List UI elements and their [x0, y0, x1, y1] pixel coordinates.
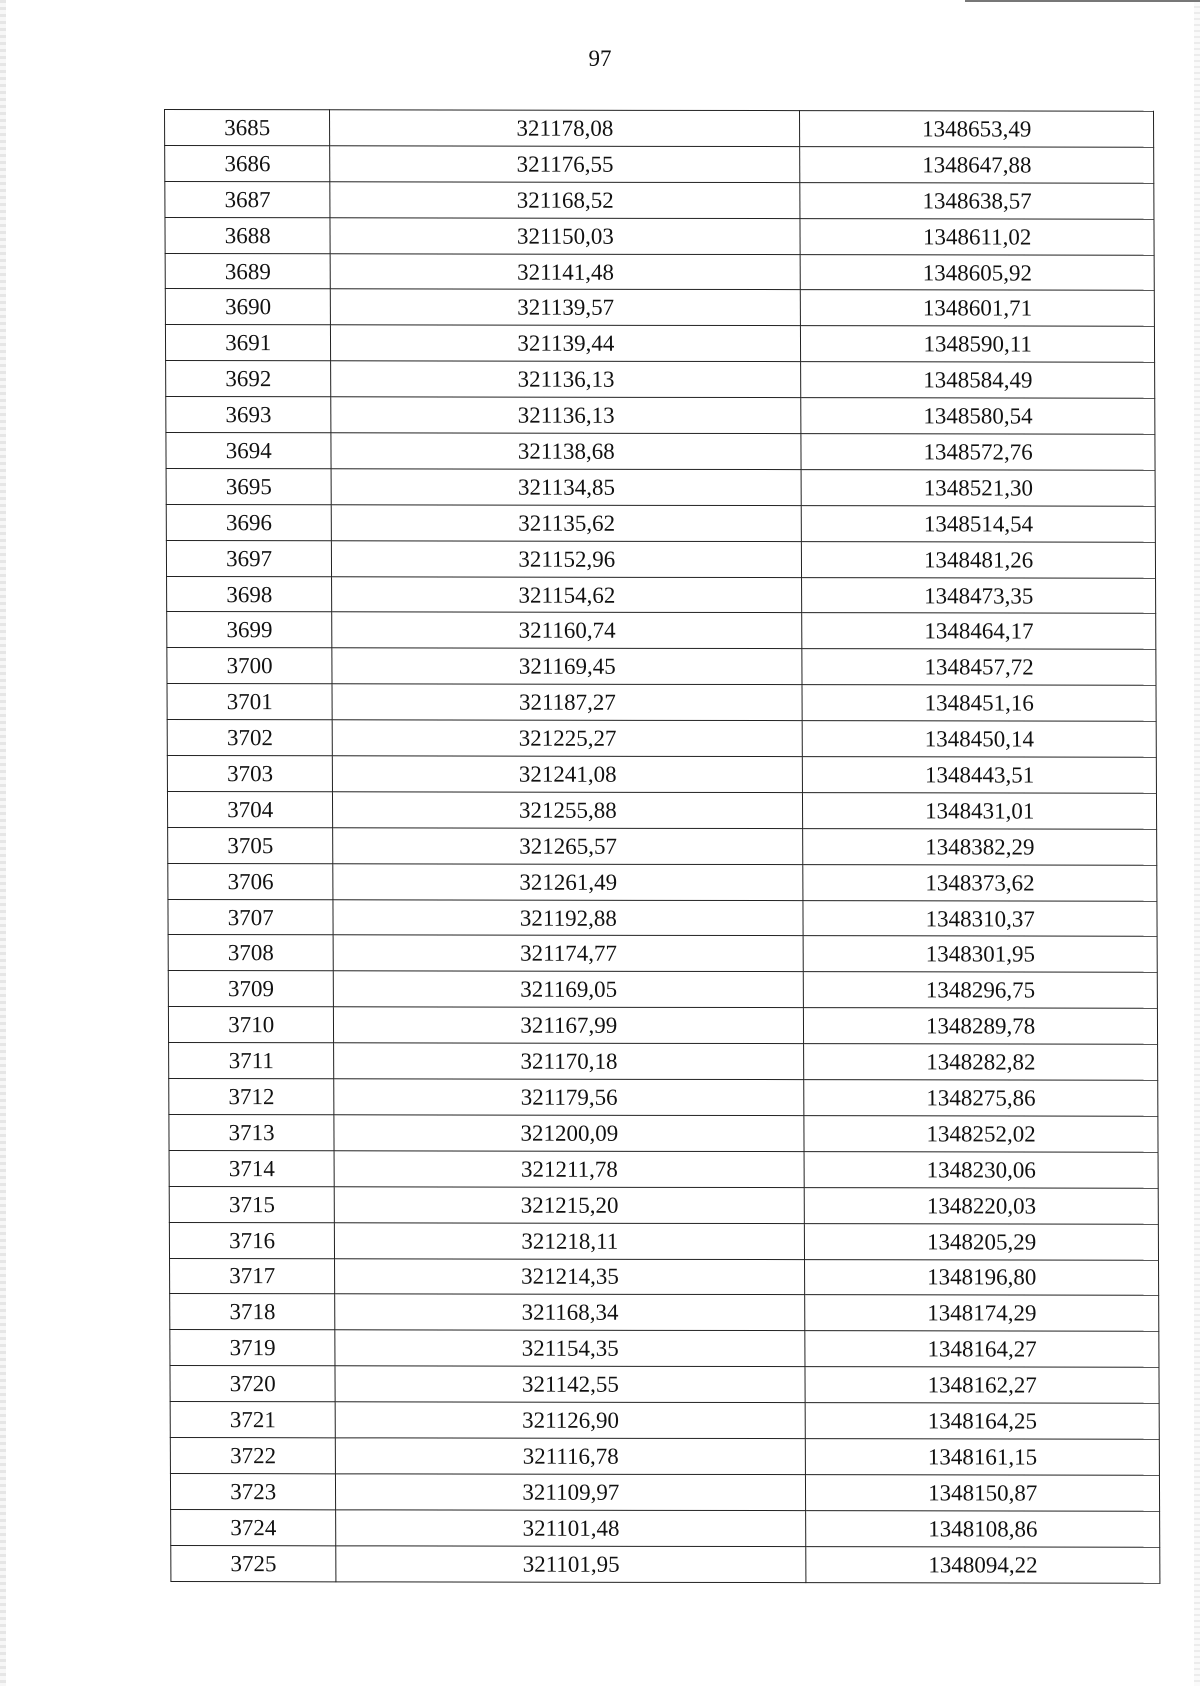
table-row — [165, 325, 1154, 363]
x-coordinate-cell: 321142,55 — [335, 1366, 805, 1403]
point-number-cell: 3721 — [170, 1402, 335, 1438]
point-number-cell: 3716 — [169, 1222, 334, 1258]
point-number-cell: 3708 — [168, 935, 333, 971]
point-number-cell: 3714 — [169, 1150, 334, 1186]
x-coordinate-cell: 321214,35 — [335, 1258, 805, 1295]
table-row — [167, 576, 1156, 614]
x-coordinate-cell: 321176,55 — [330, 146, 800, 183]
y-coordinate-cell: 1348605,92 — [800, 254, 1154, 291]
table-row — [170, 1330, 1159, 1368]
table-row — [169, 1079, 1158, 1117]
point-number-cell: 3699 — [167, 612, 332, 648]
coordinates-table-body — [165, 110, 1160, 1583]
y-coordinate-cell: 1348584,49 — [801, 362, 1155, 399]
point-number-cell: 3700 — [167, 648, 332, 684]
x-coordinate-cell: 321215,20 — [335, 1187, 805, 1224]
y-coordinate-cell: 1348521,30 — [801, 470, 1155, 507]
x-coordinate-cell: 321255,88 — [333, 792, 803, 829]
x-coordinate-cell: 321139,44 — [331, 325, 801, 362]
table-row — [170, 1294, 1159, 1332]
x-coordinate-cell: 321134,85 — [331, 469, 801, 506]
y-coordinate-cell: 1348205,29 — [805, 1223, 1159, 1260]
point-number-cell: 3685 — [165, 110, 330, 146]
x-coordinate-cell: 321179,56 — [334, 1079, 804, 1116]
point-number-cell: 3709 — [168, 971, 333, 1007]
x-coordinate-cell: 321126,90 — [335, 1402, 805, 1439]
table-row — [168, 899, 1157, 937]
table-row — [169, 1043, 1158, 1081]
y-coordinate-cell: 1348611,02 — [800, 218, 1154, 255]
table-row — [166, 540, 1155, 578]
x-coordinate-cell: 321141,48 — [330, 253, 800, 290]
table-row — [165, 217, 1154, 255]
scan-edge-left — [0, 0, 6, 1686]
x-coordinate-cell: 321152,96 — [332, 540, 802, 577]
y-coordinate-cell: 1348150,87 — [806, 1474, 1160, 1511]
y-coordinate-cell: 1348457,72 — [802, 649, 1156, 686]
point-number-cell: 3706 — [168, 863, 333, 899]
x-coordinate-cell: 321192,88 — [333, 899, 803, 936]
x-coordinate-cell: 321241,08 — [333, 756, 803, 793]
y-coordinate-cell: 1348450,14 — [802, 721, 1156, 758]
y-coordinate-cell: 1348572,76 — [801, 434, 1155, 471]
point-number-cell: 3724 — [171, 1509, 336, 1545]
page-number: 97 — [588, 46, 612, 71]
x-coordinate-cell: 321265,57 — [333, 828, 803, 865]
y-coordinate-cell: 1348289,78 — [804, 1008, 1158, 1045]
table-row — [169, 1114, 1158, 1152]
x-coordinate-cell: 321138,68 — [331, 433, 801, 470]
point-number-cell: 3698 — [167, 576, 332, 612]
table-row — [168, 935, 1157, 973]
top-rule — [965, 0, 1200, 2]
y-coordinate-cell: 1348282,82 — [804, 1044, 1158, 1081]
table-row — [167, 720, 1156, 758]
x-coordinate-cell: 321109,97 — [336, 1474, 806, 1511]
y-coordinate-cell: 1348464,17 — [802, 613, 1156, 650]
y-coordinate-cell: 1348373,62 — [803, 864, 1157, 901]
y-coordinate-cell: 1348382,29 — [803, 828, 1157, 865]
point-number-cell: 3710 — [168, 1007, 333, 1043]
table-row — [169, 1186, 1158, 1224]
point-number-cell: 3705 — [168, 827, 333, 863]
table-row — [170, 1437, 1159, 1475]
y-coordinate-cell: 1348601,71 — [801, 290, 1155, 327]
y-coordinate-cell: 1348162,27 — [805, 1367, 1159, 1404]
y-coordinate-cell: 1348431,01 — [803, 793, 1157, 830]
x-coordinate-cell: 321139,57 — [331, 289, 801, 326]
table-row — [171, 1509, 1160, 1547]
point-number-cell: 3704 — [167, 791, 332, 827]
point-number-cell: 3712 — [169, 1079, 334, 1115]
y-coordinate-cell: 1348481,26 — [802, 541, 1156, 578]
table-row — [168, 1007, 1157, 1045]
table-row — [166, 433, 1155, 471]
y-coordinate-cell: 1348473,35 — [802, 577, 1156, 614]
y-coordinate-cell: 1348161,15 — [806, 1439, 1160, 1476]
y-coordinate-cell: 1348590,11 — [801, 326, 1155, 363]
y-coordinate-cell: 1348580,54 — [801, 398, 1155, 435]
y-coordinate-cell: 1348164,27 — [805, 1331, 1159, 1368]
table-row — [167, 648, 1156, 686]
point-number-cell: 3715 — [169, 1186, 334, 1222]
x-coordinate-cell: 321169,05 — [334, 971, 804, 1008]
x-coordinate-cell: 321135,62 — [332, 505, 802, 542]
y-coordinate-cell: 1348196,80 — [805, 1259, 1159, 1296]
x-coordinate-cell: 321136,13 — [331, 361, 801, 398]
point-number-cell: 3696 — [166, 504, 331, 540]
y-coordinate-cell: 1348174,29 — [805, 1295, 1159, 1332]
table-row — [166, 504, 1155, 542]
x-coordinate-cell: 321174,77 — [333, 935, 803, 972]
table-row — [169, 1222, 1158, 1260]
table-row — [165, 289, 1154, 327]
point-number-cell: 3688 — [165, 217, 330, 253]
point-number-cell: 3686 — [165, 145, 330, 181]
point-number-cell: 3719 — [170, 1330, 335, 1366]
table-row — [166, 468, 1155, 506]
point-number-cell: 3690 — [165, 289, 330, 325]
table-row — [170, 1366, 1159, 1404]
x-coordinate-cell: 321168,34 — [335, 1294, 805, 1331]
table-row — [167, 791, 1156, 829]
y-coordinate-cell: 1348451,16 — [802, 685, 1156, 722]
y-coordinate-cell: 1348296,75 — [804, 972, 1158, 1009]
x-coordinate-cell: 321211,78 — [334, 1151, 804, 1188]
table-row — [168, 827, 1157, 865]
y-coordinate-cell: 1348094,22 — [806, 1546, 1160, 1583]
x-coordinate-cell: 321116,78 — [336, 1438, 806, 1475]
x-coordinate-cell: 321167,99 — [334, 1007, 804, 1044]
y-coordinate-cell: 1348310,37 — [803, 900, 1157, 937]
table-row — [168, 863, 1157, 901]
y-coordinate-cell: 1348301,95 — [803, 936, 1157, 973]
table-row — [167, 684, 1156, 722]
y-coordinate-cell: 1348220,03 — [805, 1187, 1159, 1224]
y-coordinate-cell: 1348638,57 — [800, 182, 1154, 219]
x-coordinate-cell: 321261,49 — [333, 864, 803, 901]
y-coordinate-cell: 1348108,86 — [806, 1510, 1160, 1547]
point-number-cell: 3687 — [165, 181, 330, 217]
y-coordinate-cell: 1348275,86 — [804, 1080, 1158, 1117]
table-row — [166, 361, 1155, 399]
point-number-cell: 3702 — [167, 720, 332, 756]
x-coordinate-cell: 321168,52 — [330, 182, 800, 219]
x-coordinate-cell: 321154,35 — [335, 1330, 805, 1367]
x-coordinate-cell: 321136,13 — [331, 397, 801, 434]
point-number-cell: 3717 — [170, 1258, 335, 1294]
point-number-cell: 3694 — [166, 433, 331, 469]
scan-edge-right — [1194, 0, 1200, 1686]
point-number-cell: 3701 — [167, 684, 332, 720]
x-coordinate-cell: 321170,18 — [334, 1043, 804, 1080]
table-row — [167, 612, 1156, 650]
coordinates-table — [164, 109, 1160, 1583]
y-coordinate-cell: 1348164,25 — [805, 1403, 1159, 1440]
point-number-cell: 3722 — [170, 1437, 335, 1473]
x-coordinate-cell: 321218,11 — [335, 1222, 805, 1259]
y-coordinate-cell: 1348653,49 — [800, 111, 1154, 148]
point-number-cell: 3720 — [170, 1366, 335, 1402]
table-row — [167, 756, 1156, 794]
y-coordinate-cell: 1348230,06 — [804, 1151, 1158, 1188]
point-number-cell: 3723 — [170, 1473, 335, 1509]
table-row — [170, 1473, 1159, 1511]
y-coordinate-cell: 1348647,88 — [800, 147, 1154, 184]
table-row — [166, 397, 1155, 435]
x-coordinate-cell: 321169,45 — [332, 648, 802, 685]
point-number-cell: 3718 — [170, 1294, 335, 1330]
table-row — [165, 145, 1154, 183]
y-coordinate-cell: 1348443,51 — [803, 757, 1157, 794]
table-row — [165, 110, 1154, 148]
point-number-cell: 3703 — [167, 756, 332, 792]
point-number-cell: 3697 — [166, 540, 331, 576]
point-number-cell: 3725 — [171, 1545, 336, 1581]
point-number-cell: 3693 — [166, 397, 331, 433]
x-coordinate-cell: 321187,27 — [332, 684, 802, 721]
table-row — [171, 1545, 1160, 1583]
x-coordinate-cell: 321200,09 — [334, 1115, 804, 1152]
table-row — [169, 1150, 1158, 1188]
x-coordinate-cell: 321150,03 — [330, 217, 800, 254]
point-number-cell: 3692 — [166, 361, 331, 397]
x-coordinate-cell: 321101,95 — [336, 1545, 806, 1582]
table-row — [170, 1258, 1159, 1296]
y-coordinate-cell: 1348252,02 — [804, 1116, 1158, 1153]
point-number-cell: 3691 — [165, 325, 330, 361]
table-row — [165, 181, 1154, 219]
table-row — [168, 971, 1157, 1009]
x-coordinate-cell: 321178,08 — [330, 110, 800, 147]
x-coordinate-cell: 321225,27 — [333, 720, 803, 757]
point-number-cell: 3689 — [165, 253, 330, 289]
point-number-cell: 3695 — [166, 468, 331, 504]
x-coordinate-cell: 321160,74 — [332, 612, 802, 649]
x-coordinate-cell: 321101,48 — [336, 1510, 806, 1547]
y-coordinate-cell: 1348514,54 — [802, 505, 1156, 542]
table-row — [165, 253, 1154, 291]
point-number-cell: 3707 — [168, 899, 333, 935]
point-number-cell: 3713 — [169, 1114, 334, 1150]
table-row — [170, 1402, 1159, 1440]
x-coordinate-cell: 321154,62 — [332, 576, 802, 613]
point-number-cell: 3711 — [169, 1043, 334, 1079]
